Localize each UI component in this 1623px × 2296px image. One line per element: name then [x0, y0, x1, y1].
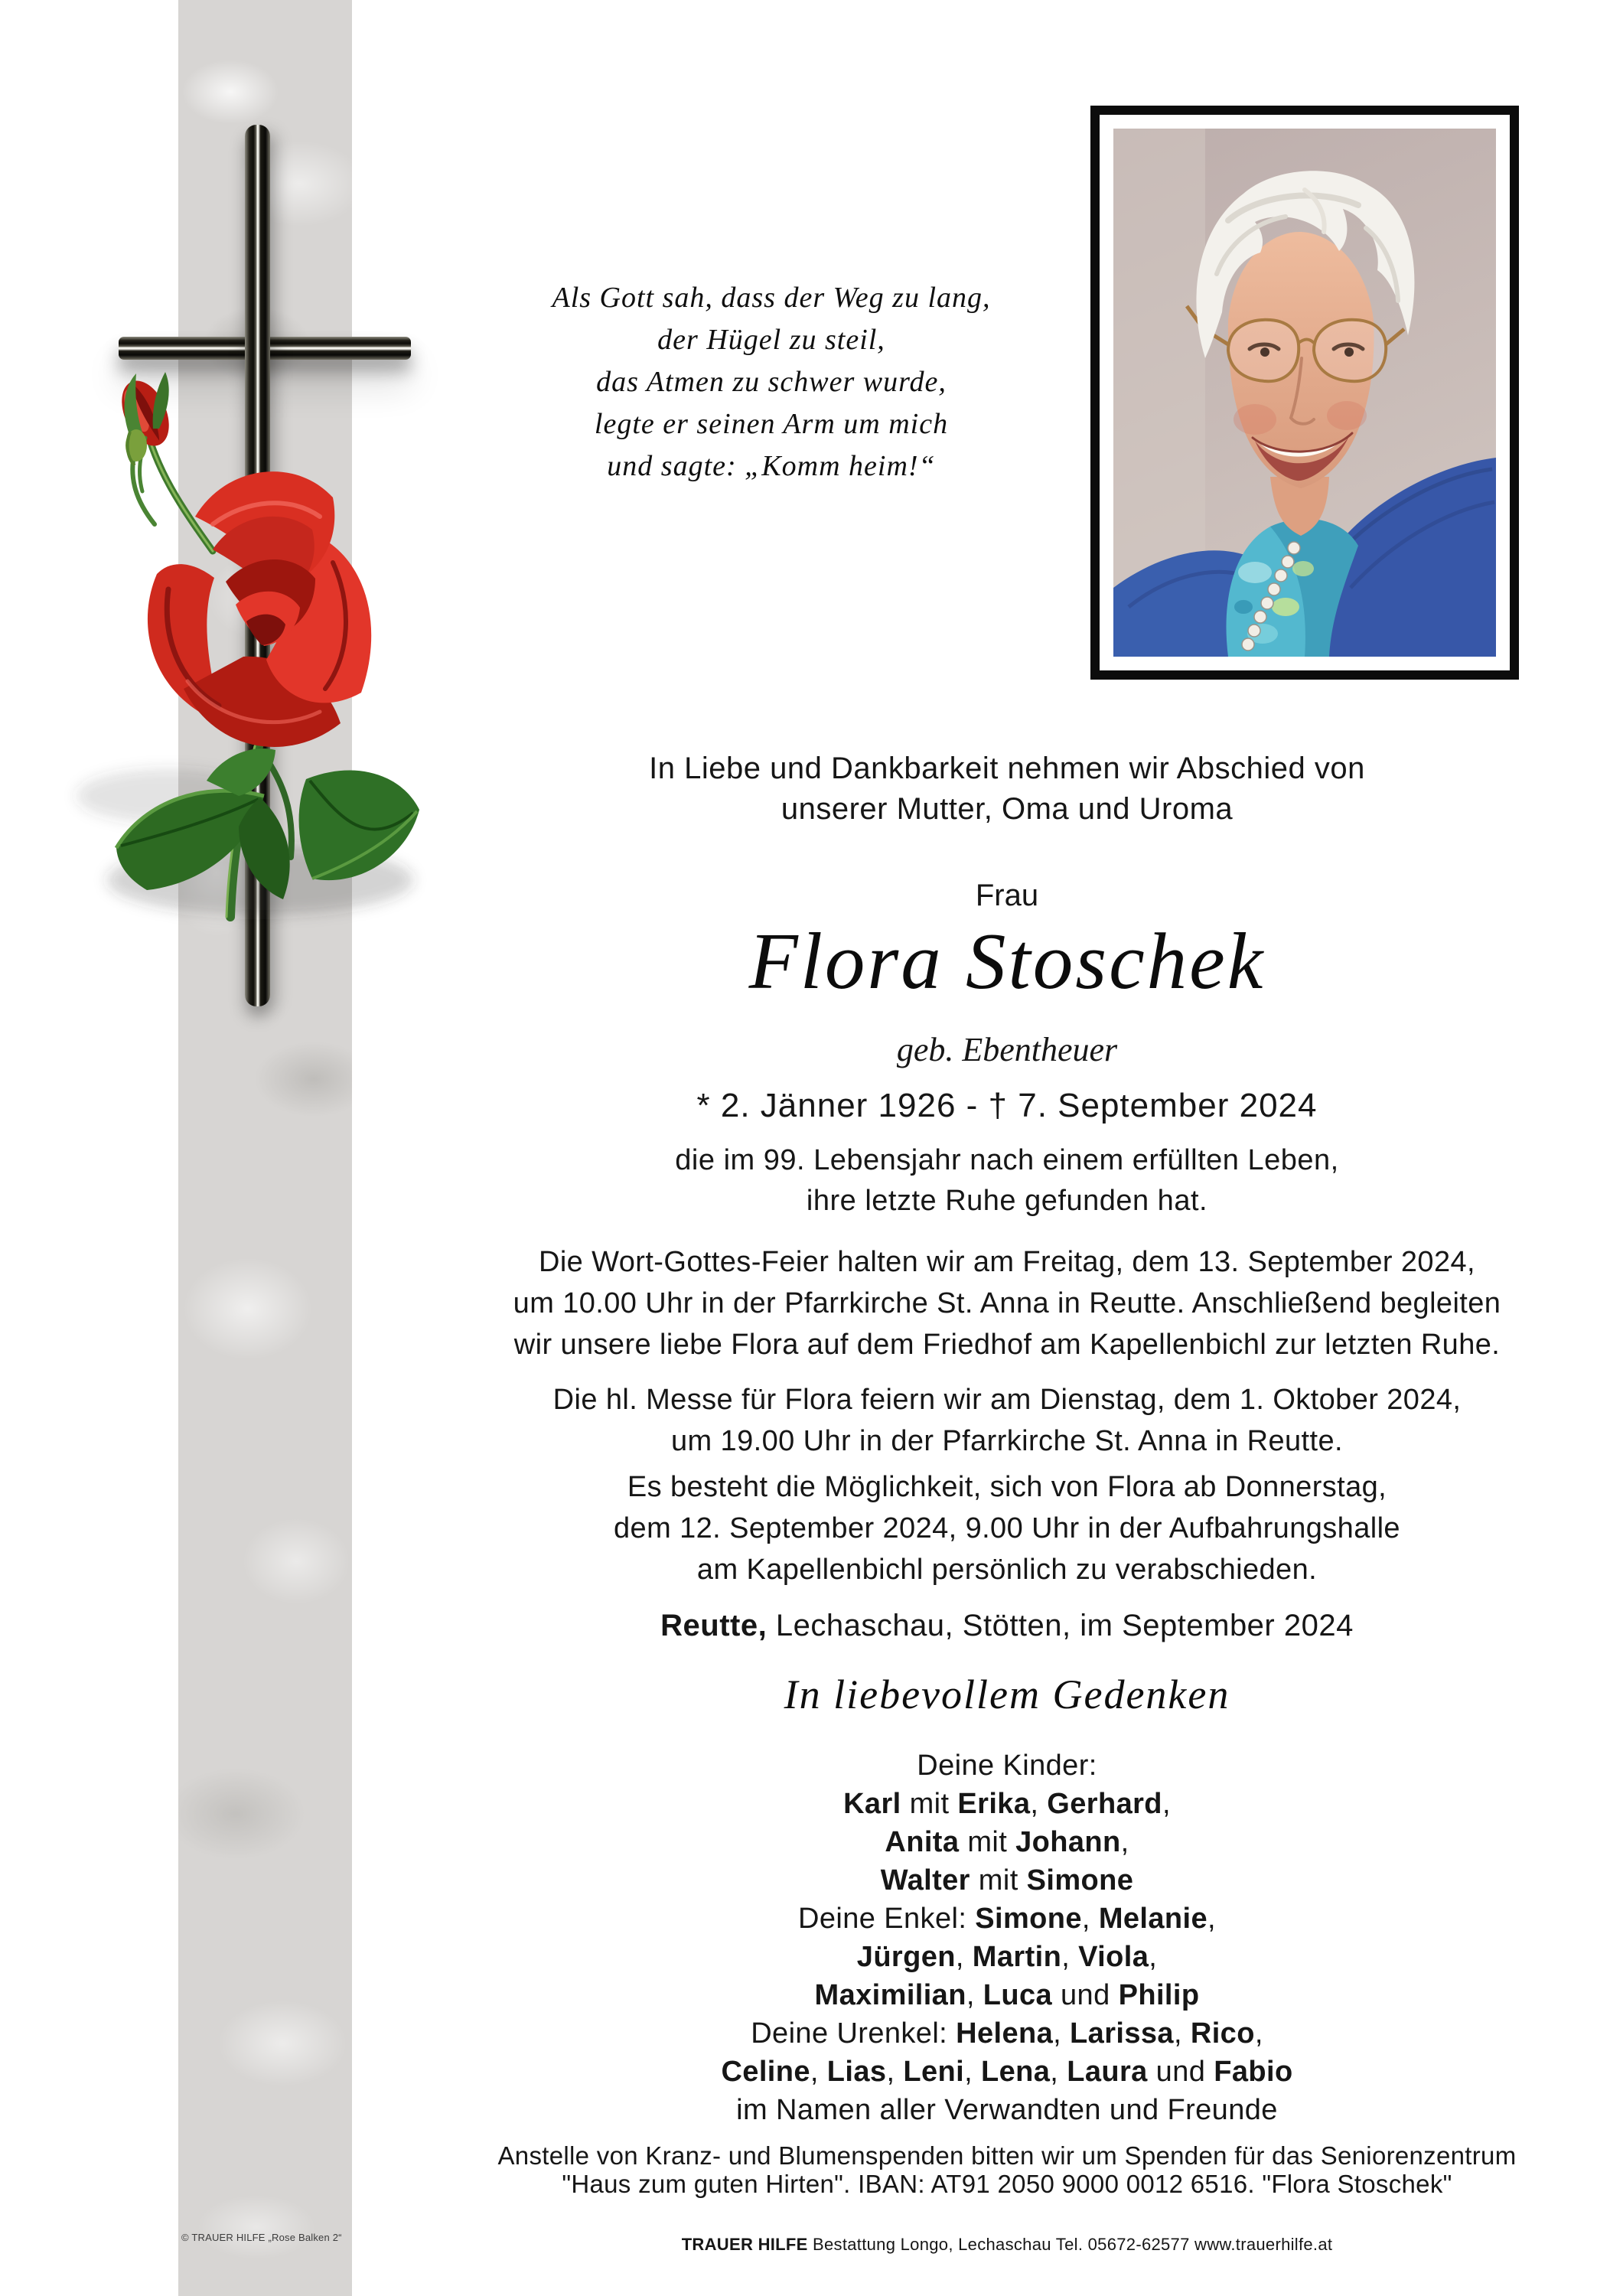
name-emphasis: Melanie: [1098, 1903, 1207, 1935]
text-run: Deine Kinder:: [917, 1750, 1097, 1782]
text-line: [391, 2053, 1623, 2091]
text-run: ,: [1173, 2017, 1191, 2050]
text-line: um 10.00 Uhr in der Pfarrkirche St. Anna in Reutte. Anschließend begleiten: [513, 1287, 1501, 1319]
text-run: ,: [886, 2056, 904, 2088]
text-line: Die Wort-Gottes-Feier halten wir am Freitag, dem 13. September 2024,: [539, 1246, 1475, 1278]
rose-blossom: [148, 471, 371, 747]
name-emphasis: Laura: [1067, 2056, 1148, 2088]
name-emphasis: Johann: [1015, 1826, 1121, 1858]
name-emphasis: Karl: [843, 1788, 901, 1820]
text-run: im Namen aller Verwandten und Freunde: [736, 2094, 1278, 2126]
name-emphasis: Maximilian: [814, 1979, 966, 2011]
name-emphasis: Rico: [1190, 2017, 1255, 2050]
text-run: Deine Urenkel:: [751, 2017, 957, 2050]
name-emphasis: Leni: [903, 2056, 965, 2088]
name-emphasis: Gerhard: [1047, 1788, 1162, 1820]
text-line: [391, 1938, 1623, 1976]
name-emphasis: Reutte,: [660, 1609, 768, 1642]
text-run: ,: [1061, 1941, 1079, 1973]
name-emphasis: Larissa: [1070, 2017, 1174, 2050]
text-line: [391, 1976, 1623, 2014]
text-run: ,: [810, 2056, 827, 2088]
text-run: ,: [1162, 1788, 1171, 1820]
text-line: Als Gott sah, dass der Weg zu lang,: [552, 282, 991, 314]
name-emphasis: Walter: [880, 1864, 970, 1896]
name-emphasis: Anita: [885, 1826, 960, 1858]
text-run: mit: [901, 1788, 958, 1820]
text-run: Lechaschau, Stötten, im September 2024: [767, 1609, 1354, 1642]
text-run: mit: [970, 1864, 1027, 1896]
name-emphasis: Celine: [721, 2056, 810, 2088]
text-line: Es besteht die Möglichkeit, sich von Flora ab Donnerstag,: [627, 1471, 1387, 1503]
text-run: mit: [959, 1826, 1016, 1858]
rose-icon: [31, 352, 429, 934]
text-run: ,: [1053, 2017, 1071, 2050]
portrait-photo: [1090, 106, 1519, 680]
text-run: ,: [966, 1979, 983, 2011]
text-run: und: [1052, 1979, 1119, 2011]
text-run: und: [1147, 2056, 1214, 2088]
text-run: ,: [964, 2056, 981, 2088]
text-line: "Haus zum guten Hirten". IBAN: AT91 2050 9000 0012 6516. "Flora Stoschek": [562, 2170, 1452, 2198]
closing-heading: In liebevollem Gedenken: [784, 1671, 1230, 1717]
farewell-intro: [391, 748, 1623, 830]
text-line: [391, 1823, 1623, 1861]
name-emphasis: Erika: [957, 1788, 1031, 1820]
name-emphasis: Jürgen: [856, 1941, 956, 1973]
text-run: ,: [1207, 1903, 1216, 1935]
place-date-line: [391, 1609, 1623, 1643]
funeral-home-footer: [391, 2235, 1623, 2255]
text-line: In Liebe und Dankbarkeit nehmen wir Abschied von: [649, 752, 1365, 785]
text-line: Anstelle von Kranz- und Blumenspenden bitten wir um Spenden für das Seniorenzentrum: [497, 2141, 1517, 2170]
artwork-copyright: © TRAUER HILFE „Rose Balken 2“: [181, 2232, 342, 2243]
text-run: Deine Enkel:: [798, 1903, 976, 1935]
name-emphasis: TRAUER HILFE: [681, 2235, 808, 2254]
text-run: ,: [1030, 1788, 1048, 1820]
name-emphasis: Viola: [1078, 1941, 1149, 1973]
text-line: am Kapellenbichl persönlich zu verabschieden.: [696, 1554, 1318, 1586]
text-line: das Atmen zu schwer wurde,: [596, 366, 947, 398]
family-list: [391, 1746, 1623, 2129]
text-line: legte er seinen Arm um mich: [594, 408, 949, 440]
text-line: Die hl. Messe für Flora feiern wir am Dienstag, dem 1. Oktober 2024,: [552, 1384, 1462, 1416]
text-line: ihre letzte Ruhe gefunden hat.: [806, 1185, 1208, 1217]
name-emphasis: Helena: [956, 2017, 1054, 2050]
text-line: [391, 1861, 1623, 1900]
name-emphasis: Martin: [972, 1941, 1062, 1973]
text-line: [391, 1900, 1623, 1938]
service-paragraph-3: [391, 1466, 1623, 1590]
text-line: [391, 2235, 1623, 2255]
text-line: [391, 1785, 1623, 1823]
name-emphasis: Philip: [1118, 1979, 1200, 2011]
text-line: dem 12. September 2024, 9.00 Uhr in der Aufbahrungshalle: [614, 1512, 1400, 1544]
text-run: ,: [955, 1941, 973, 1973]
service-paragraph-1: [391, 1241, 1623, 1365]
text-run: Bestattung Longo, Lechaschau Tel. 05672-62577 www.trauerhilfe.at: [807, 2235, 1333, 2254]
text-line: unserer Mutter, Oma und Uroma: [781, 792, 1234, 826]
rose-illustration: [31, 352, 429, 934]
name-emphasis: Simone: [975, 1903, 1082, 1935]
birth-death-dates: * 2. Jänner 1926 - † 7. September 2024: [696, 1087, 1318, 1124]
name-emphasis: Simone: [1026, 1864, 1134, 1896]
text-line: [391, 1609, 1623, 1643]
text-line: und sagte: „Komm heim!“: [607, 450, 936, 482]
text-run: ,: [1050, 2056, 1067, 2088]
text-run: ,: [1254, 2017, 1263, 2050]
text-line: der Hügel zu steil,: [657, 324, 885, 356]
text-run: ,: [1120, 1826, 1129, 1858]
text-line: die im 99. Lebensjahr nach einem erfüllten Leben,: [675, 1144, 1339, 1176]
donation-note: [391, 2141, 1623, 2198]
text-run: ,: [1149, 1941, 1158, 1973]
text-line: um 19.00 Uhr in der Pfarrkirche St. Anna in Reutte.: [671, 1425, 1343, 1457]
text-line: [391, 1746, 1623, 1785]
text-run: ,: [1081, 1903, 1099, 1935]
text-line: [391, 2014, 1623, 2053]
service-paragraph-2: [391, 1379, 1623, 1462]
name-emphasis: Luca: [983, 1979, 1053, 2011]
memorial-poem: [413, 277, 1129, 488]
text-line: [391, 2091, 1623, 2129]
text-line: wir unsere liebe Flora auf dem Friedhof am Kapellenbichl zur letzten Ruhe.: [513, 1329, 1501, 1361]
name-emphasis: Lena: [981, 2056, 1051, 2088]
salutation: Frau: [975, 879, 1039, 912]
name-emphasis: Lias: [826, 2056, 887, 2088]
life-note: [391, 1140, 1623, 1221]
maiden-name: geb. Ebentheuer: [896, 1031, 1118, 1068]
deceased-name: Flora Stoschek: [748, 916, 1266, 1006]
name-emphasis: Fabio: [1214, 2056, 1293, 2088]
